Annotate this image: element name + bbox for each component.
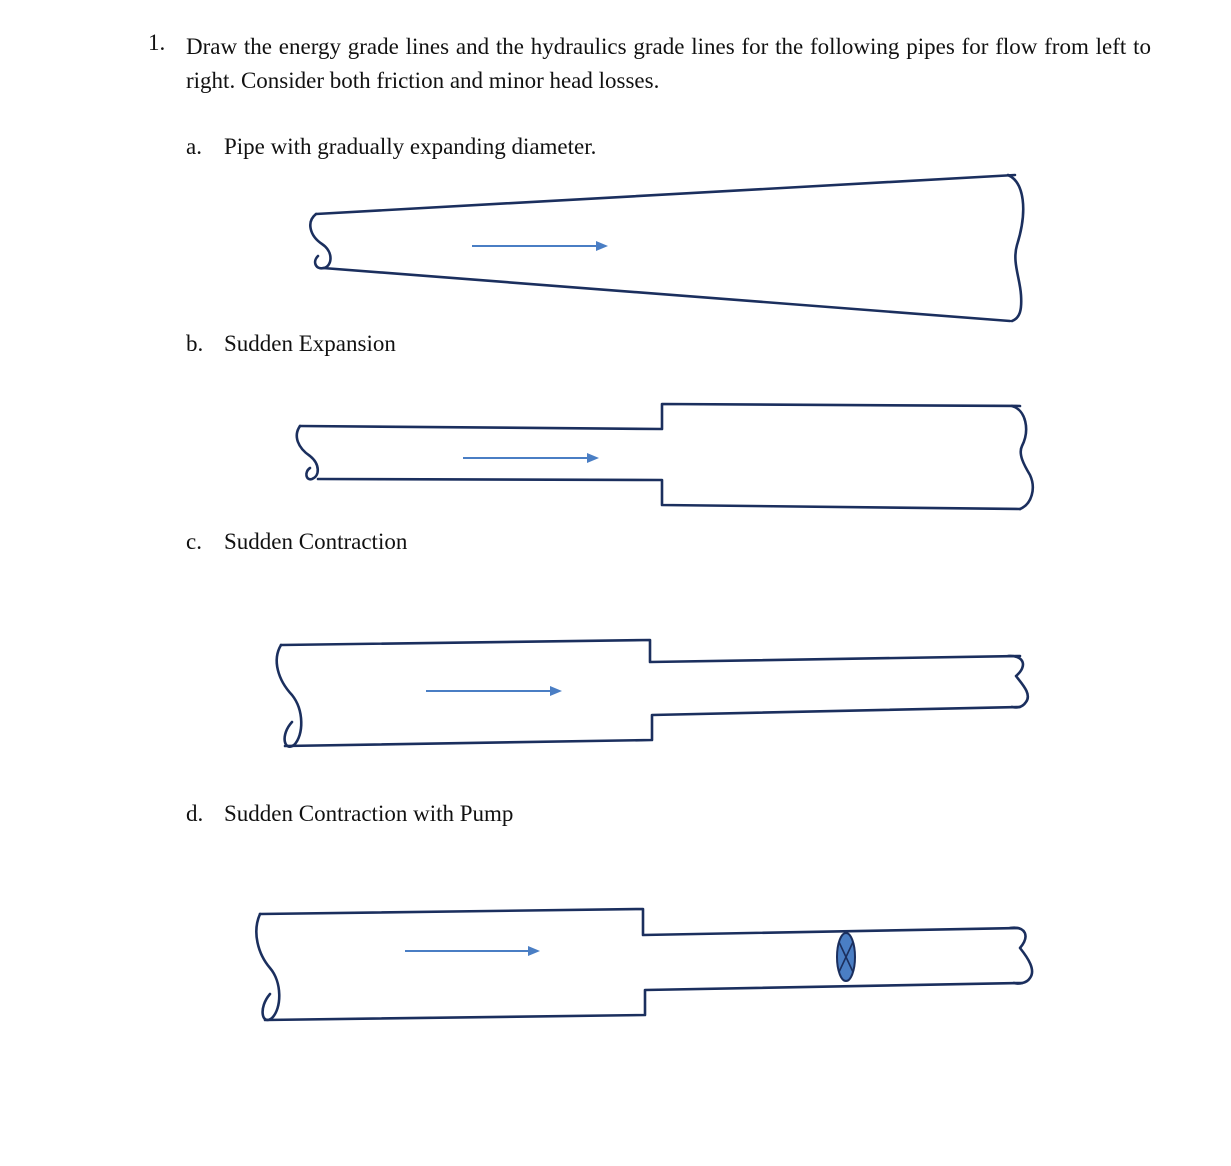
pipe-d-bottom-wall — [265, 983, 1022, 1020]
item-c-label: Sudden Contraction — [224, 529, 408, 554]
item-a-letter: a. — [186, 134, 202, 159]
item-b-label: Sudden Expansion — [224, 331, 396, 356]
flow-arrow-b — [463, 453, 599, 463]
pipe-b-small-top — [300, 404, 1020, 429]
pump-icon — [837, 933, 855, 981]
flow-arrow-d — [405, 946, 540, 956]
pipe-c-sudden-contraction — [277, 640, 1028, 747]
question-text: Draw the energy grade lines and the hydraulics grade lines for the following pipes for flow from left to right. Consider both friction and minor head losses. — [186, 34, 1151, 93]
pipe-a-left-break — [310, 214, 330, 268]
pipe-a-gradual-expansion — [310, 175, 1023, 321]
pipe-d-top-wall — [260, 909, 1018, 935]
pipe-a-top-wall — [316, 175, 1015, 214]
item-a-label: Pipe with gradually expanding diameter. — [224, 134, 597, 159]
flow-arrow-c — [426, 686, 562, 696]
pipe-b-left-break — [297, 426, 318, 479]
right-arrow-icon — [587, 453, 599, 463]
pipe-c-left-break — [277, 645, 302, 747]
item-d-letter: d. — [186, 801, 204, 826]
pipe-a-right-break — [1008, 175, 1023, 321]
item-b-letter: b. — [186, 331, 204, 356]
pipe-d-left-break — [256, 914, 279, 1020]
right-arrow-icon — [550, 686, 562, 696]
pipe-d-contraction-with-pump — [256, 909, 1032, 1020]
right-arrow-icon — [528, 946, 540, 956]
question-number: 1. — [148, 30, 166, 55]
pipe-c-right-break — [1008, 656, 1028, 708]
flow-arrow-a — [472, 241, 608, 251]
pipe-d-right-break — [1010, 928, 1032, 984]
item-c-letter: c. — [186, 529, 202, 554]
item-d-label: Sudden Contraction with Pump — [224, 801, 514, 826]
pipe-b-sudden-expansion — [297, 404, 1033, 509]
pipe-c-bottom-wall — [285, 707, 1020, 746]
pipe-c-top-wall — [281, 640, 1020, 662]
pipe-b-small-bottom — [318, 479, 1020, 509]
pipe-a-bottom-wall — [323, 268, 1010, 321]
pipe-b-right-break — [1012, 406, 1033, 509]
right-arrow-icon — [596, 241, 608, 251]
